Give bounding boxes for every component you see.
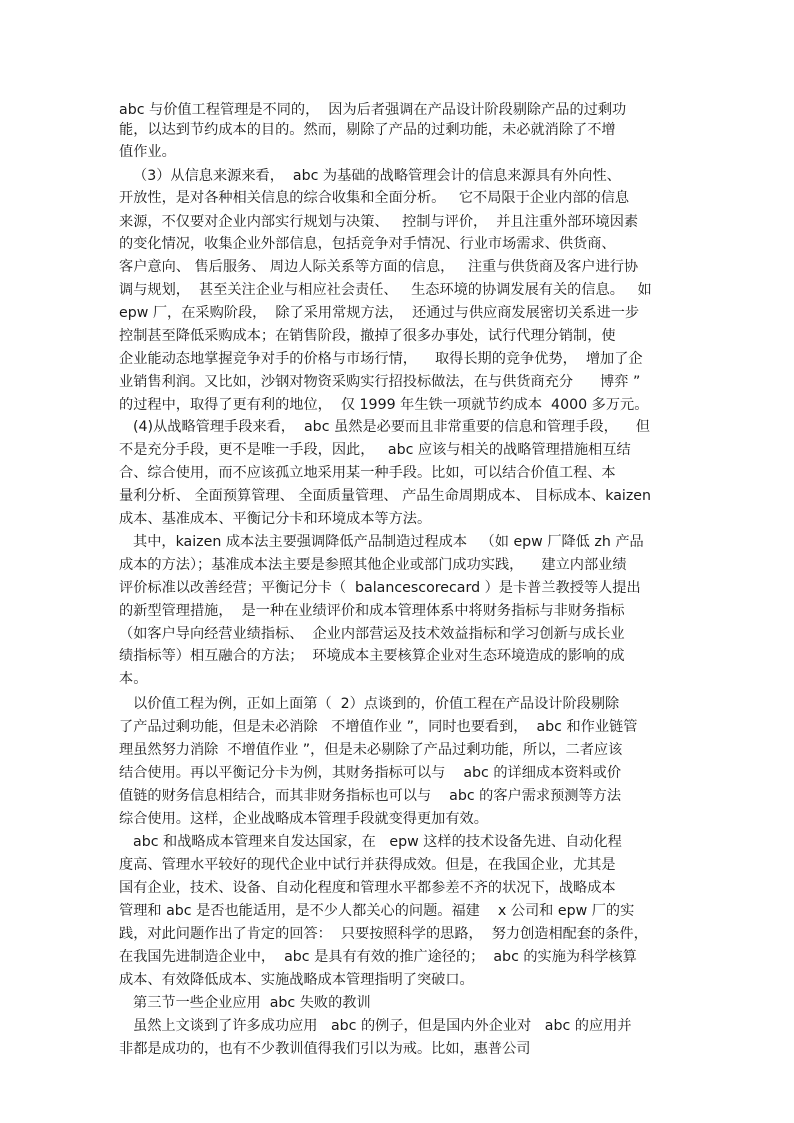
text-line: 国有企业，技术、设备、自动化程度和管理水平都参差不齐的状况下，战略成本 [119,880,616,896]
text-line: 理虽然努力消除 不增值作业 ”，但是未必剔除了产品过剩功能，所以，二者应该 [119,742,623,758]
text-line: (4)从战略管理手段来看， abc 虽然是必要而且非常重要的信息和管理手段， 但 [133,419,650,435]
text-line: 绩指标等）相互融合的方法； 环境成本主要核算企业对生态环境造成的影响的成 [119,648,625,664]
text-line: 开放性，是对各种相关信息的综合收集和全面分析。 它不局限于企业内部的信息 [119,190,630,206]
text-line: 其中，kaizen 成本法主要强调降低产品制造过程成本 （如 epw 厂降低 zh 产品 [133,534,644,550]
text-line: abc 与价值工程管理是不同的， 因为后者强调在产品设计阶段剔除产品的过剩功 [119,102,627,118]
text-line: 本。 [119,671,148,687]
text-line: 企业能动态地掌握竞争对手的价格与市场行情， 取得长期的竞争优势， 增加了企 [119,351,643,367]
text-line: 能，以达到节约成本的目的。然而，剔除了产品的过剩功能，未必就消除了不增 [119,122,616,138]
section-heading: 第三节一些企业应用 abc 失败的教训 [133,995,371,1011]
text-line: 的新型管理措施， 是一种在业绩评价和成本管理体系中将财务指标与非财务指标 [119,603,625,619]
text-line: 业销售利润。又比如，沙钢对物资采购实行招投标做法，在与供货商充分 博弈 ” [119,374,641,390]
text-line: 合、综合使用，而不应该孤立地采用某一种手段。比如，可以结合价值工程、本 [119,465,616,481]
text-line: 控制甚至降低采购成本；在销售阶段，撤掉了很多办事处，试行代理分销制，使 [119,328,616,344]
text-line: 评价标准以改善经营；平衡记分卡（ balancescorecard ）是卡普兰教授等人提出 [119,580,641,596]
text-line: 的变化情况，收集企业外部信息，包括竞争对手情况、行业市场需求、供货商、 [119,236,616,252]
text-line: 不是充分手段，更不是唯一手段，因此， abc 应该与相关的战略管理措施相互结 [119,442,631,458]
text-line: abc 和战略成本管理来自发达国家，在 epw 这样的技术设备先进、自动化程 [133,834,622,850]
text-line: 结合使用。再以平衡记分卡为例，其财务指标可以与 abc 的详细成本资料或价 [119,765,622,781]
text-line: epw 厂，在采购阶段， 除了采用常规方法， 还通过与供应商发展密切关系进一步 [119,305,640,321]
text-line: 管理和 abc 是否也能适用，是不少人都关心的问题。福建 x 公司和 epw 厂的实 [119,903,635,919]
text-line: 在我国先进制造企业中， abc 是具有有效的推广途径的； abc 的实施为科学核算 [119,949,637,965]
text-line: 的过程中，取得了更有利的地位， 仅 1999 年生铁一项就节约成本 4000 多万元。 [119,397,649,413]
text-line: 践，对此问题作出了肯定的回答： 只要按照科学的思路， 努力创造相配套的条件， [119,926,648,942]
text-line: 以价值工程为例，正如上面第（ 2）点谈到的，价值工程在产品设计阶段剔除 [133,696,620,712]
text-line: 成本、有效降低成本、实施战略成本管理指明了突破口。 [119,972,474,988]
text-line: 了产品过剩功能，但是未必消除 不增值作业 ”，同时也要看到， abc 和作业链管 [119,719,638,735]
text-line: 成本的方法）；基准成本法主要是参照其他企业或部门成功实践， 建立内部业绩 [119,557,627,573]
text-line: 值作业。 [119,144,176,160]
text-line: 来源，不仅要对企业内部实行规划与决策、 控制与评价， 并且注重外部环境因素 [119,214,639,230]
text-line: （3）从信息来源来看， abc 为基础的战略管理会计的信息来源具有外向性、 [133,168,621,184]
text-line: 客户意向、 售后服务、 周边人际关系等方面的信息， 注重与供货商及客户进行协 [119,259,639,275]
text-line: 综合使用。这样，企业战略成本管理手段就变得更加有效。 [119,811,488,827]
text-line: 成本、基准成本、平衡记分卡和环境成本等方法。 [119,511,432,527]
text-line: （如客户导向经营业绩指标、 企业内部营运及技术效益指标和学习创新与成长业 [119,626,625,642]
text-line: 值链的财务信息相结合，而其非财务指标也可以与 abc 的客户需求预测等方法 [119,788,622,804]
text-line: 非都是成功的，也有不少教训值得我们引以为戒。比如，惠普公司 [119,1041,531,1057]
text-line: 调与规划， 甚至关注企业与相应社会责任、 生态环境的协调发展有关的信息。 如 [119,282,652,298]
text-line: 量利分析、 全面预算管理、 全面质量管理、 产品生命周期成本、 目标成本、kaizen [119,488,651,504]
text-line: 虽然上文谈到了许多成功应用 abc 的例子，但是国内外企业对 abc 的应用并 [133,1018,632,1034]
text-line: 度高、管理水平较好的现代企业中试行并获得成效。但是，在我国企业，尤其是 [119,857,616,873]
